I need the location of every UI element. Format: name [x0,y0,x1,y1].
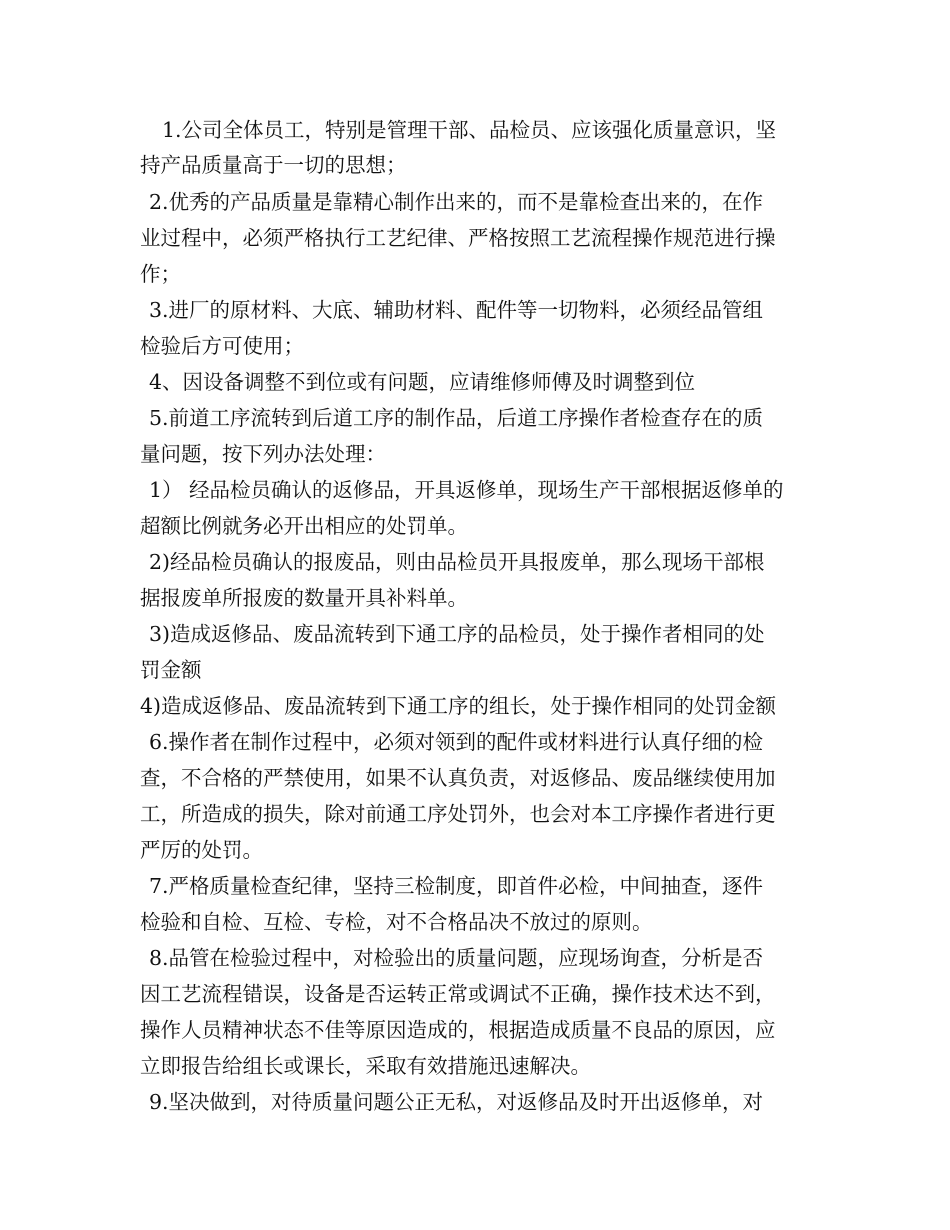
text-line: 3)造成返修品、废品流转到下通工序的品检员，处于操作者相同的处 [149,622,765,646]
text-line: 量问题，按下列办法处理： [140,442,386,466]
text-line: 3.进厂的原材料、大底、辅助材料、配件等一切物料，必须经品管组 [149,298,764,322]
text-line: 严厉的处罚。 [140,838,263,862]
text-line: 4、因设备调整不到位或有问题，应请维修师傅及时调整到位 [149,370,696,394]
text-line: 7.严格质量检查纪律，坚持三检制度，即首件必检，中间抽查，逐件 [149,874,764,898]
text-line: 8.品管在检验过程中，对检验出的质量问题，应现场询查，分析是否 [149,946,764,970]
text-line: 2)经品检员确认的报废品，则由品检员开具报废单，那么现场干部根 [149,550,765,574]
text-line: 立即报告给组长或课长，采取有效措施迅速解决。 [140,1054,591,1078]
text-line: 1） 经品检员确认的返修品，开具返修单，现场生产干部根据返修单的 [149,478,784,502]
text-line: 罚金额 [140,658,202,682]
text-line: 操作人员精神状态不佳等原因造成的，根据造成质量不良品的原因，应 [140,1018,776,1042]
text-line: 作； [140,262,181,286]
text-line: 查，不合格的严禁使用，如果不认真负责，对返修品、废品继续使用加 [140,766,776,790]
text-line: 据报废单所报废的数量开具补料单。 [140,586,468,610]
text-line: 5.前道工序流转到后道工序的制作品，后道工序操作者检查存在的质 [149,406,764,430]
text-line: 工，所造成的损失，除对前通工序处罚外，也会对本工序操作者进行更 [140,802,776,826]
text-line: 4)造成返修品、废品流转到下通工序的组长，处于操作相同的处罚金额 [140,694,777,718]
text-line: 6.操作者在制作过程中，必须对领到的配件或材料进行认真仔细的检 [149,730,764,754]
text-line: 因工艺流程错误，设备是否运转正常或调试不正确，操作技术达不到， [140,982,776,1006]
text-line: 检验后方可使用； [140,334,304,358]
text-line: 9.坚决做到，对待质量问题公正无私，对返修品及时开出返修单，对 [149,1090,764,1114]
text-line: 2.优秀的产品质量是靠精心制作出来的，而不是靠检查出来的，在作 [149,190,764,214]
text-line: 1.公司全体员工，特别是管理干部、品检员、应该强化质量意识，坚 [162,118,777,142]
text-line: 业过程中，必须严格执行工艺纪律、严格按照工艺流程操作规范进行操 [140,226,776,250]
text-line: 持产品质量高于一切的思想； [140,153,407,177]
text-line: 检验和自检、互检、专检，对不合格品决不放过的原则。 [140,910,653,934]
text-line: 超额比例就务必开出相应的处罚单。 [140,514,468,538]
